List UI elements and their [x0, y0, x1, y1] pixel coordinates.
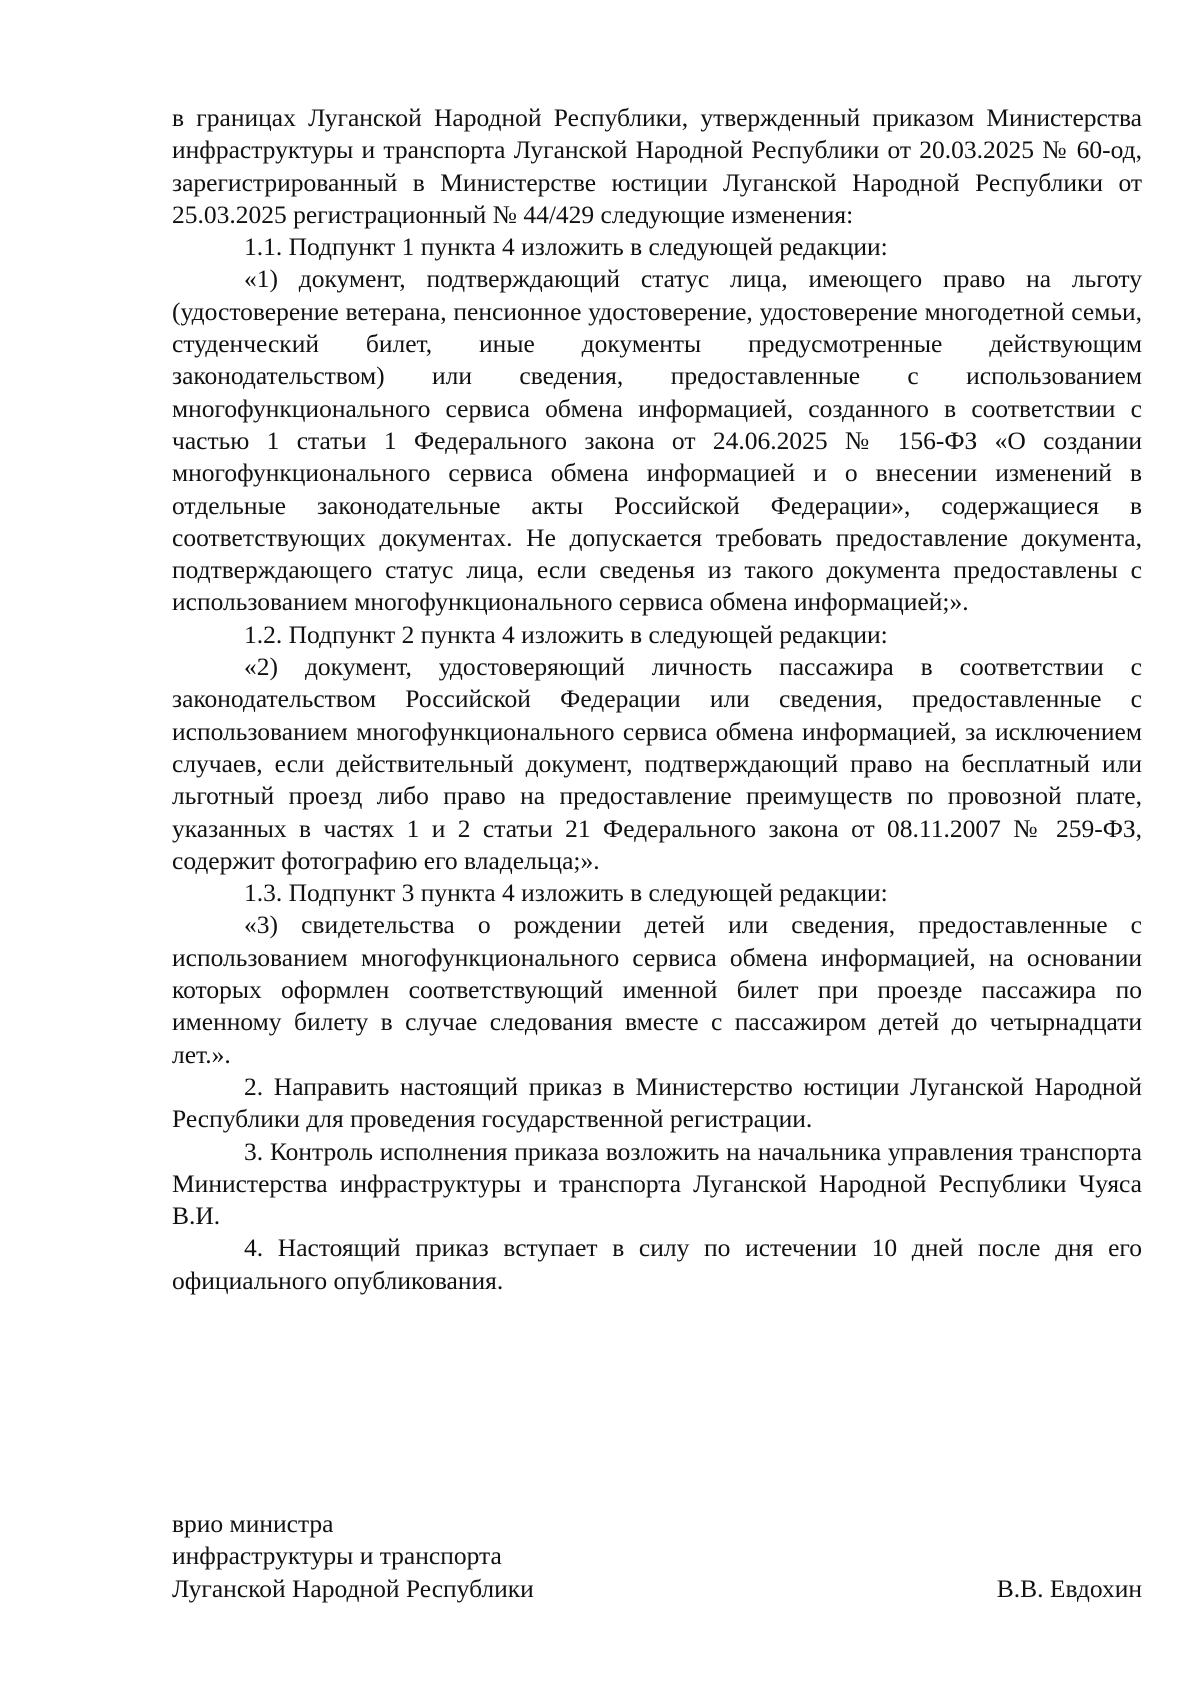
paragraph-continuation: в границах Луганской Народной Республики, утвержденный приказом Министерства инфраструктуры и транспорта Луганской Народной Республики от 20.03.2025 № 60-од, зарегистрированный в Министерстве юстиции Луганской Народной Республики от 25.03.2025 регистрационный № 44/429 следующие изменения:: [172, 103, 1142, 229]
paragraph-1-1-text: «1) документ, подтверждающий статус лица, имеющего право на льготу (удостоверение ветерана, пенсионное удостоверение, удостоверение многодетной семьи, студенческий билет, иные документы предусмотренные действующим законодательством) или сведения, предоставленные с использованием многофункционального сервиса обмена информацией, созданного в соответствии с частью 1 статьи 1 Федерального закона от 24.06.2025 № 156-ФЗ «О создании многофункционального сервиса обмена информацией и о внесении изменений в отдельные законодательные акты Российской Федерации», содержащиеся в соответствующих документах. Не допускается требовать предоставление документа, подтверждающего статус лица, если сведенья из такого документа предоставлены с использованием многофункционального сервиса обмена информацией;».: [172, 264, 1142, 617]
signature-position-line-1: врио министра: [172, 1509, 334, 1538]
paragraph-1-2-text: «2) документ, удостоверяющий личность пассажира в соответствии с законодательством Российской Федерации или сведения, предоставленные с использованием многофункционального сервиса обмена информацией, за исключением случаев, если действительный документ, подтверждающий право на бесплатный или льготный проезд либо право на предоставление преимуществ по провозной плате, указанных в частях 1 и 2 статьи 21 Федерального закона от 08.11.2007 № 259-ФЗ, содержит фотографию его владельца;».: [172, 652, 1142, 875]
signature-block: [172, 1508, 1142, 1605]
paragraph-3: 3. Контроль исполнения приказа возложить на начальника управления транспорта Министерства инфраструктуры и транспорта Луганской Народной Республики Чуяса В.И.: [172, 1136, 1142, 1231]
paragraph-2: 2. Направить настоящий приказ в Министерство юстиции Луганской Народной Республики для проведения государственной регистрации.: [172, 1071, 1142, 1134]
paragraph-1-2: 1.2. Подпункт 2 пункта 4 изложить в следующей редакции:: [244, 619, 888, 649]
paragraph-1-3: 1.3. Подпункт 3 пункта 4 изложить в следующей редакции:: [244, 878, 888, 908]
signatory-name: В.В. Евдохин: [996, 1573, 1142, 1603]
paragraph-1-1: 1.1. Подпункт 1 пункта 4 изложить в следующей редакции:: [244, 232, 888, 262]
document-body: [172, 102, 1142, 1297]
signature-position-line-2: инфраструктуры и транспорта: [172, 1541, 502, 1571]
signature-position-line-3: Луганской Народной Республики: [172, 1573, 534, 1603]
paragraph-4: 4. Настоящий приказ вступает в силу по истечении 10 дней после дня его официального опубликования.: [172, 1233, 1142, 1295]
paragraph-1-3-text: «3) свидетельства о рождении детей или сведения, предоставленные с использованием многофункционального сервиса обмена информацией, на основании которых оформлен соответствующий именной билет при проезде пассажира по именному билету в случае следования вместе с пассажиром детей до четырнадцати лет.».: [172, 910, 1142, 1069]
